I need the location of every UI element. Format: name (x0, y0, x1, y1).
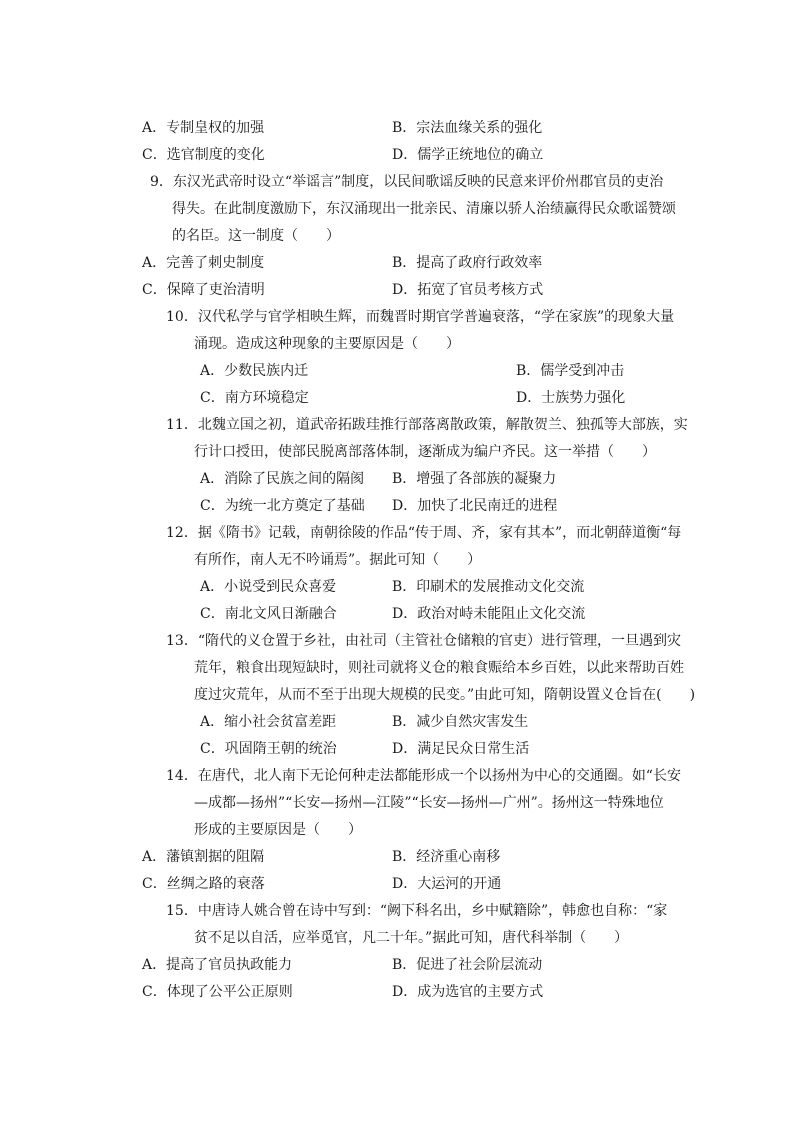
q11-stem-line1: 11．北魏立国之初，道武帝拓跋珪推行部落离散政策，解散贺兰、独孤等大部族，实 (166, 417, 688, 433)
q11-option-a: A．消除了民族之间的隔阂 (200, 471, 365, 487)
q12-option-a: A．小说受到民众喜爱 (200, 579, 337, 595)
q10-option-d: D．士族势力强化 (516, 390, 626, 406)
q12-option-d: D．政治对峙未能阻止文化交流 (392, 606, 586, 622)
q14-option-d: D．大运河的开通 (392, 876, 502, 892)
q14-option-c: C．丝绸之路的衰落 (142, 876, 265, 892)
q8-option-a: A．专制皇权的加强 (142, 120, 265, 136)
q14-stem-line1: 14．在唐代，北人南下无论何种走法都能形成一个以扬州为中心的交通圈。如“长安 (166, 768, 681, 784)
q13-option-c: C．巩固隋王朝的统治 (200, 741, 337, 757)
q11-option-d: D．加快了北民南迁的进程 (392, 498, 558, 514)
q12-option-b: B．印刷术的发展推动文化交流 (392, 579, 585, 595)
q9-stem-line1: 9．东汉光武帝时设立“举谣言”制度，以民间歌谣反映的民意来评价州郡官员的吏治 (150, 174, 664, 190)
q12-option-c: C．南北文风日渐融合 (200, 606, 337, 622)
q9-stem-line3: 的名臣。这一制度（ ） (172, 228, 340, 244)
q9-stem-line2: 得失。在此制度激励下，东汉涌现出一批亲民、清廉以骄人治绩赢得民众歌谣赞颂 (172, 201, 676, 217)
q9-option-d: D．拓宽了官员考核方式 (392, 282, 544, 298)
q13-option-b: B．减少自然灾害发生 (392, 714, 529, 730)
q8-option-c: C．选官制度的变化 (142, 147, 265, 163)
q15-option-d: D．成为选官的主要方式 (392, 984, 544, 1000)
q15-option-b: B．促进了社会阶层流动 (392, 957, 543, 973)
q10-option-c: C．南方环境稳定 (200, 390, 309, 406)
q10-option-b: B．儒学受到冲击 (516, 363, 625, 379)
q11-stem-line2: 行计口授田，使部民脱离部落体制，逐渐成为编户齐民。这一举措（ ） (194, 444, 656, 460)
q8-option-d: D．儒学正统地位的确立 (392, 147, 544, 163)
q14-option-a: A．藩镇割据的阻隔 (142, 849, 265, 865)
q13-stem-line1: 13．“隋代的义仓置于乡社，由社司（主管社仓储粮的官吏）进行管理，一旦遇到灾 (166, 633, 681, 649)
q8-option-b: B．宗法血缘关系的强化 (392, 120, 543, 136)
q15-option-a: A．提高了官员执政能力 (142, 957, 293, 973)
q10-stem-line1: 10．汉代私学与官学相映生辉，而魏晋时期官学普遍衰落，“学在家族”的现象大量 (166, 309, 675, 325)
q12-stem-line1: 12．据《隋书》记载，南朝徐陵的作品“传于周、齐，家有其本”，而北朝薛道衡“每 (166, 525, 682, 541)
q11-option-b: B．增强了各部族的凝聚力 (392, 471, 557, 487)
q13-stem-line3: 度过灾荒年，从而不至于出现大规模的民变。”由此可知，隋朝设置义仓旨在( ) (194, 687, 696, 703)
q13-option-d: D．满足民众日常生活 (392, 741, 530, 757)
q14-stem-line2: —成都—扬州”“长安—扬州—江陵”“长安—扬州—广州”。扬州这一特殊地位 (194, 795, 664, 811)
q13-stem-line2: 荒年，粮食出现短缺时，则社司就将义仓的粮食赈给本乡百姓，以此来帮助百姓 (194, 660, 684, 676)
q13-option-a: A．缩小社会贫富差距 (200, 714, 337, 730)
q10-option-a: A．少数民族内迁 (200, 363, 309, 379)
q15-option-c: C．体现了公平公正原则 (142, 984, 293, 1000)
q15-stem-line2: 贫不足以自活，应举觅官，凡二十年。”据此可知，唐代科举制（ ） (194, 930, 629, 946)
q14-option-b: B．经济重心南移 (392, 849, 501, 865)
q10-stem-line2: 涌现。造成这种现象的主要原因是（ ） (194, 336, 460, 352)
q11-option-c: C．为统一北方奠定了基础 (200, 498, 365, 514)
q9-option-a: A．完善了刺史制度 (142, 255, 265, 271)
q14-stem-line3: 形成的主要原因是（ ） (194, 822, 362, 838)
q15-stem-line1: 15．中唐诗人姚合曾在诗中写到：“阙下科名出，乡中赋籍除”，韩愈也自称：“家 (166, 903, 668, 919)
q9-option-c: C．保障了吏治清明 (142, 282, 265, 298)
q9-option-b: B．提高了政府行政效率 (392, 255, 543, 271)
q12-stem-line2: 有所作，南人无不吟诵焉”。据此可知（ ） (194, 552, 482, 568)
